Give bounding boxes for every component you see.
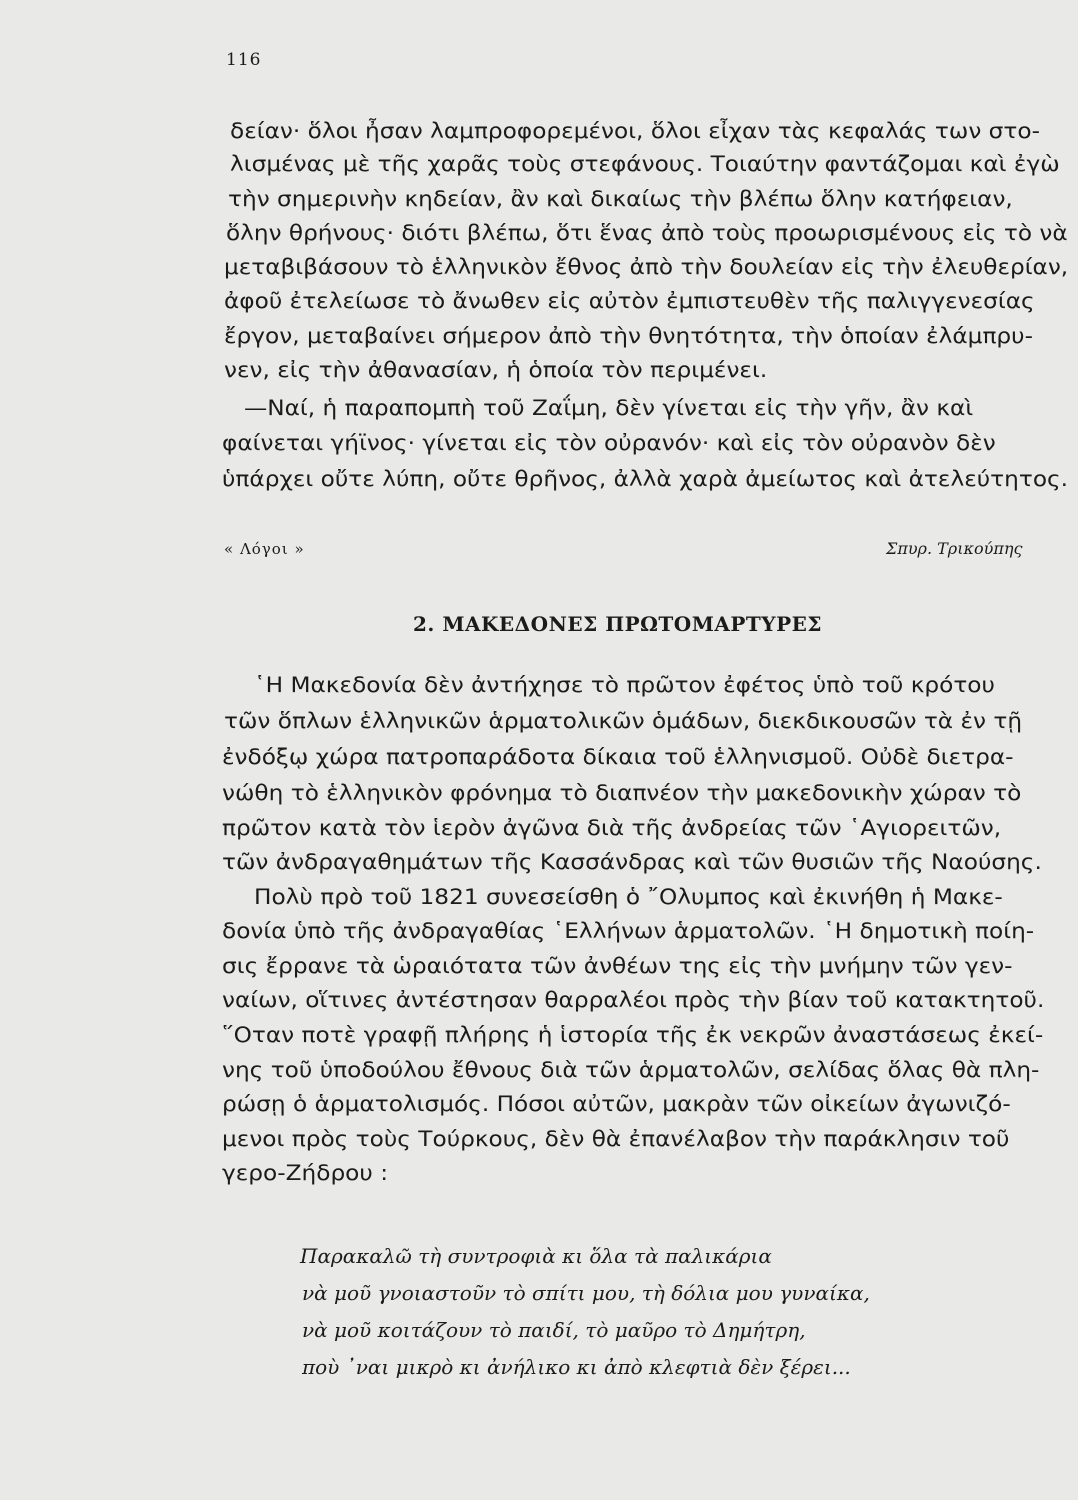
text-line: φαίνεται γήϊνος· γίνεται εἰς τὸν οὐρανόν· καὶ εἰς τὸν οὐρανὸν δὲν <box>222 431 996 456</box>
text-line: δονία ὑπὸ τῆς ἀνδραγαθίας ῾Ελλήνων ἁρματολῶν. ῾Η δημοτικὴ ποίη- <box>222 919 1035 944</box>
text-line: νης τοῦ ὑποδούλου ἔθνους διὰ τῶν ἁρματολῶν, σελίδας ὅλας θὰ πλη- <box>222 1058 1040 1083</box>
text-line: γερο-Ζήδρου : <box>222 1161 389 1186</box>
text-line: λισμένας μὲ τῆς χαρᾶς τοὺς στεφάνους. Τοιαύτην φαντάζομαι καὶ ἐγὼ <box>230 152 1060 177</box>
verse-line: νὰ μοῦ γνοιαστοῦν τὸ σπίτι μου, τὴ δόλια μου γυναίκα, <box>302 1281 870 1305</box>
source-citation: « Λόγοι » <box>224 540 305 558</box>
text-line: σις ἔρρανε τὰ ὡραιότατα τῶν ἀνθέων της εἰς τὴν μνήμην τῶν γεν- <box>222 954 1013 979</box>
text-line: μεταβιβάσουν τὸ ἑλληνικὸν ἔθνος ἀπὸ τὴν δουλείαν εἰς τὴν ἐλευθερίαν, <box>224 255 1069 280</box>
verse-line: νὰ μοῦ κοιτάζουν τὸ παιδί, τὸ μαῦρο τὸ Δημήτρη, <box>302 1318 806 1342</box>
text-line: ἐνδόξῳ χώρα πατροπαράδοτα δίκαια τοῦ ἑλληνισμοῦ. Οὐδὲ διετρα- <box>222 745 1014 770</box>
text-line: τὴν σημερινὴν κηδείαν, ἂν καὶ δικαίως τὴν βλέπω ὅλην κατήφειαν, <box>228 187 1013 212</box>
text-line: νώθη τὸ ἑλληνικὸν φρόνημα τὸ διαπνέον τὴν μακεδονικὴν χώραν τὸ <box>222 781 1022 806</box>
text-line: πρῶτον κατὰ τὸν ἱερὸν ἀγῶνα διὰ τῆς ἀνδρείας τῶν ῾Αγιορειτῶν, <box>222 816 1002 841</box>
author-signature: Σπυρ. Τρικούπης <box>886 539 1023 558</box>
page-number: 116 <box>226 50 262 70</box>
text-line: ῾Η Μακεδονία δὲν ἀντήχησε τὸ πρῶτον ἐφέτος ὑπὸ τοῦ κρότου <box>254 673 995 698</box>
text-line: δείαν· ὅλοι ἦσαν λαμπροφορεμένοι, ὅλοι εἶχαν τὰς κεφαλάς των στο- <box>230 119 1040 144</box>
text-line: ῞Οταν ποτὲ γραφῇ πλήρης ἡ ἱστορία τῆς ἐκ νεκρῶν ἀναστάσεως ἐκεί- <box>222 1023 1044 1048</box>
text-line: ἀφοῦ ἐτελείωσε τὸ ἄνωθεν εἰς αὐτὸν ἐμπιστευθὲν τῆς παλιγγενεσίας <box>224 289 1035 314</box>
text-line: ὑπάρχει οὔτε λύπη, οὔτε θρῆνος, ἀλλὰ χαρὰ ἀμείωτος καὶ ἀτελεύτητος. <box>222 467 1069 492</box>
text-line: νεν, εἰς τὴν ἀθανασίαν, ἡ ὁποία τὸν περιμένει. <box>224 358 768 383</box>
text-line: τῶν ἀνδραγαθημάτων τῆς Κασσάνδρας καὶ τῶν θυσιῶν τῆς Ναούσης. <box>222 850 1042 875</box>
verse-line: ποὺ ᾽ναι μικρὸ κι ἀνήλικο κι ἀπὸ κλεφτιὰ δὲν ξέρει... <box>302 1355 851 1379</box>
verse-line: Παρακαλῶ τὴ συντροφιὰ κι ὅλα τὰ παλικάρια <box>300 1244 772 1268</box>
text-line: ὅλην θρήνους· διότι βλέπω, ὅτι ἕνας ἀπὸ τοὺς προωρισμένους εἰς τὸ νὰ <box>226 221 1068 246</box>
text-line: —Ναί, ἡ παραπομπὴ τοῦ Ζαΐμη, δὲν γίνεται εἰς τὴν γῆν, ἂν καὶ <box>244 396 974 421</box>
section-heading: 2. ΜΑΚΕΔΟΝΕΣ ΠΡΩΤΟΜΑΡΤΥΡΕΣ <box>413 612 823 636</box>
text-line: Πολὺ πρὸ τοῦ 1821 συνεσείσθη ὁ ῎Ολυμπος καὶ ἐκινήθη ἡ Μακε- <box>254 885 1003 910</box>
text-line: τῶν ὅπλων ἑλληνικῶν ἁρματολικῶν ὁμάδων, διεκδικουσῶν τὰ ἐν τῇ <box>224 709 1023 734</box>
text-line: ναίων, οἵτινες ἀντέστησαν θαρραλέοι πρὸς τὴν βίαν τοῦ κατακτητοῦ. <box>222 988 1045 1013</box>
text-line: μενοι πρὸς τοὺς Τούρκους, δὲν θὰ ἐπανέλαβον τὴν παράκλησιν τοῦ <box>222 1127 1010 1152</box>
text-line: ρώσῃ ὁ ἁρματολισμός. Πόσοι αὐτῶν, μακρὰν τῶν οἰκείων ἀγωνιζό- <box>222 1092 1011 1117</box>
text-line: ἔργον, μεταβαίνει σήμερον ἀπὸ τὴν θνητότητα, τὴν ὁποίαν ἐλάμπρυ- <box>224 324 1033 349</box>
